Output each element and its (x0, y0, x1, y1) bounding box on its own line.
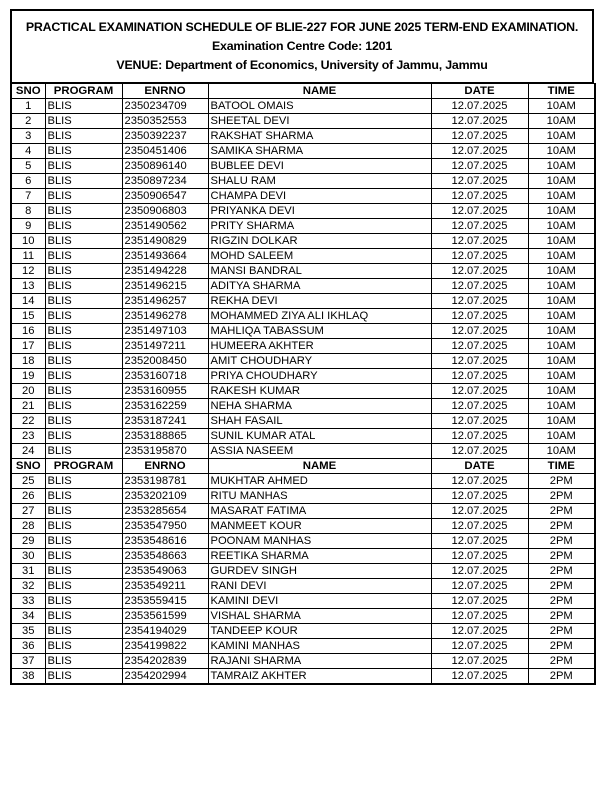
table-row (11, 504, 595, 519)
cell-name: BATOOL OMAIS (208, 99, 431, 114)
cell-program: BLIS (45, 639, 122, 654)
cell-name: RAKESH KUMAR (208, 384, 431, 399)
cell-enrno: 2353548616 (122, 534, 208, 549)
cell-sno: 37 (11, 654, 45, 669)
cell-program: BLIS (45, 519, 122, 534)
cell-time: 10AM (528, 324, 595, 339)
cell-time: 10AM (528, 294, 595, 309)
cell-date: 12.07.2025 (431, 624, 528, 639)
venue: VENUE: Department of Economics, University of Jammu, Jammu (116, 58, 488, 72)
cell-time: 10AM (528, 369, 595, 384)
cell-name: MOHD SALEEM (208, 249, 431, 264)
cell-enrno: 2353160955 (122, 384, 208, 399)
cell-enrno: 2351497211 (122, 339, 208, 354)
cell-program: BLIS (45, 189, 122, 204)
cell-sno: 17 (11, 339, 45, 354)
table-row (11, 384, 595, 399)
table-row (11, 429, 595, 444)
cell-sno: 10 (11, 234, 45, 249)
cell-name: CHAMPA DEVI (208, 189, 431, 204)
cell-name: ADITYA SHARMA (208, 279, 431, 294)
cell-sno: 36 (11, 639, 45, 654)
cell-name: RAJANI SHARMA (208, 654, 431, 669)
cell-date: 12.07.2025 (431, 249, 528, 264)
cell-name: POONAM MANHAS (208, 534, 431, 549)
cell-name: RAKSHAT SHARMA (208, 129, 431, 144)
cell-enrno: 2353202109 (122, 489, 208, 504)
cell-enrno: 2354194029 (122, 624, 208, 639)
cell-enrno: 2351496278 (122, 309, 208, 324)
cell-date: 12.07.2025 (431, 264, 528, 279)
cell-name: ASSIA NASEEM (208, 444, 431, 459)
table-row (11, 534, 595, 549)
cell-sno: 3 (11, 129, 45, 144)
cell-name: SHAH FASAIL (208, 414, 431, 429)
cell-date: 12.07.2025 (431, 669, 528, 685)
cell-program: BLIS (45, 549, 122, 564)
cell-time: 10AM (528, 399, 595, 414)
table-row (11, 279, 595, 294)
cell-time: 10AM (528, 414, 595, 429)
table-row (11, 339, 595, 354)
cell-date: 12.07.2025 (431, 429, 528, 444)
cell-date: 12.07.2025 (431, 384, 528, 399)
table-row (11, 414, 595, 429)
cell-sno: 28 (11, 519, 45, 534)
cell-name: BUBLEE DEVI (208, 159, 431, 174)
cell-time: 10AM (528, 264, 595, 279)
cell-time: 10AM (528, 99, 595, 114)
cell-program: BLIS (45, 234, 122, 249)
cell-enrno: 2351490562 (122, 219, 208, 234)
cell-time: 10AM (528, 234, 595, 249)
cell-time: 10AM (528, 144, 595, 159)
cell-enrno: 2351493664 (122, 249, 208, 264)
cell-sno: 12 (11, 264, 45, 279)
cell-enrno: 2350897234 (122, 174, 208, 189)
table-row (11, 369, 595, 384)
cell-date: 12.07.2025 (431, 339, 528, 354)
cell-enrno: 2354202839 (122, 654, 208, 669)
cell-program: BLIS (45, 594, 122, 609)
schedule-table-body (11, 84, 595, 685)
cell-program: BLIS (45, 264, 122, 279)
table-row (11, 129, 595, 144)
cell-sno: 23 (11, 429, 45, 444)
cell-name: GURDEV SINGH (208, 564, 431, 579)
cell-time: 2PM (528, 654, 595, 669)
cell-name: MUKHTAR AHMED (208, 474, 431, 489)
cell-time: 10AM (528, 219, 595, 234)
cell-program: BLIS (45, 489, 122, 504)
cell-enrno: 2350234709 (122, 99, 208, 114)
cell-program: BLIS (45, 624, 122, 639)
cell-enrno: 2350392237 (122, 129, 208, 144)
cell-name: AMIT CHOUDHARY (208, 354, 431, 369)
cell-sno: 30 (11, 549, 45, 564)
cell-program: BLIS (45, 444, 122, 459)
table-row (11, 294, 595, 309)
cell-name: REKHA DEVI (208, 294, 431, 309)
cell-name: RANI DEVI (208, 579, 431, 594)
cell-time: 2PM (528, 639, 595, 654)
cell-sno: 25 (11, 474, 45, 489)
cell-time: 2PM (528, 609, 595, 624)
cell-enrno: 2351496215 (122, 279, 208, 294)
cell-program: BLIS (45, 114, 122, 129)
cell-date: 12.07.2025 (431, 564, 528, 579)
table-header-row (11, 84, 595, 99)
cell-program: BLIS (45, 369, 122, 384)
table-row (11, 654, 595, 669)
cell-program: BLIS (45, 129, 122, 144)
column-header-enrno: ENRNO (122, 459, 208, 474)
cell-name: PRIYA CHOUDHARY (208, 369, 431, 384)
cell-name: MASARAT FATIMA (208, 504, 431, 519)
cell-enrno: 2353160718 (122, 369, 208, 384)
cell-time: 2PM (528, 534, 595, 549)
cell-time: 10AM (528, 174, 595, 189)
cell-sno: 15 (11, 309, 45, 324)
cell-name: KAMINI DEVI (208, 594, 431, 609)
cell-program: BLIS (45, 564, 122, 579)
cell-program: BLIS (45, 429, 122, 444)
cell-enrno: 2353187241 (122, 414, 208, 429)
cell-program: BLIS (45, 579, 122, 594)
cell-sno: 29 (11, 534, 45, 549)
cell-program: BLIS (45, 339, 122, 354)
table-row (11, 669, 595, 685)
table-row (11, 99, 595, 114)
schedule-document (10, 9, 594, 685)
cell-time: 10AM (528, 159, 595, 174)
cell-date: 12.07.2025 (431, 504, 528, 519)
cell-program: BLIS (45, 279, 122, 294)
table-row (11, 444, 595, 459)
table-row (11, 189, 595, 204)
cell-enrno: 2353198781 (122, 474, 208, 489)
cell-time: 2PM (528, 594, 595, 609)
cell-time: 2PM (528, 669, 595, 685)
column-header-date: DATE (431, 84, 528, 99)
cell-enrno: 2354199822 (122, 639, 208, 654)
cell-date: 12.07.2025 (431, 324, 528, 339)
cell-sno: 18 (11, 354, 45, 369)
cell-date: 12.07.2025 (431, 534, 528, 549)
cell-enrno: 2353162259 (122, 399, 208, 414)
cell-sno: 1 (11, 99, 45, 114)
table-row (11, 609, 595, 624)
cell-sno: 2 (11, 114, 45, 129)
cell-time: 2PM (528, 489, 595, 504)
centre-code: Examination Centre Code: 1201 (211, 39, 393, 53)
cell-enrno: 2353195870 (122, 444, 208, 459)
table-row (11, 174, 595, 189)
cell-program: BLIS (45, 99, 122, 114)
cell-name: NEHA SHARMA (208, 399, 431, 414)
cell-sno: 35 (11, 624, 45, 639)
cell-sno: 9 (11, 219, 45, 234)
cell-time: 2PM (528, 474, 595, 489)
cell-program: BLIS (45, 399, 122, 414)
cell-sno: 24 (11, 444, 45, 459)
cell-program: BLIS (45, 324, 122, 339)
cell-enrno: 2353559415 (122, 594, 208, 609)
cell-name: REETIKA SHARMA (208, 549, 431, 564)
table-row (11, 234, 595, 249)
cell-sno: 26 (11, 489, 45, 504)
cell-date: 12.07.2025 (431, 204, 528, 219)
cell-sno: 4 (11, 144, 45, 159)
table-row (11, 114, 595, 129)
cell-name: SHEETAL DEVI (208, 114, 431, 129)
cell-program: BLIS (45, 504, 122, 519)
cell-program: BLIS (45, 159, 122, 174)
cell-date: 12.07.2025 (431, 219, 528, 234)
cell-program: BLIS (45, 174, 122, 189)
cell-date: 12.07.2025 (431, 309, 528, 324)
cell-program: BLIS (45, 309, 122, 324)
cell-date: 12.07.2025 (431, 144, 528, 159)
cell-name: TAMRAIZ AKHTER (208, 669, 431, 685)
cell-name: KAMINI MANHAS (208, 639, 431, 654)
cell-time: 10AM (528, 354, 595, 369)
table-row (11, 474, 595, 489)
cell-program: BLIS (45, 294, 122, 309)
cell-sno: 19 (11, 369, 45, 384)
cell-date: 12.07.2025 (431, 414, 528, 429)
table-row (11, 624, 595, 639)
cell-time: 10AM (528, 339, 595, 354)
cell-sno: 31 (11, 564, 45, 579)
cell-enrno: 2351490829 (122, 234, 208, 249)
cell-enrno: 2351497103 (122, 324, 208, 339)
cell-date: 12.07.2025 (431, 594, 528, 609)
cell-date: 12.07.2025 (431, 474, 528, 489)
cell-sno: 21 (11, 399, 45, 414)
cell-sno: 11 (11, 249, 45, 264)
cell-time: 10AM (528, 384, 595, 399)
cell-enrno: 2353547950 (122, 519, 208, 534)
cell-program: BLIS (45, 414, 122, 429)
cell-date: 12.07.2025 (431, 369, 528, 384)
table-row (11, 324, 595, 339)
table-row (11, 594, 595, 609)
cell-date: 12.07.2025 (431, 99, 528, 114)
column-header-time: TIME (528, 459, 595, 474)
cell-name: SAMIKA SHARMA (208, 144, 431, 159)
table-row (11, 519, 595, 534)
cell-program: BLIS (45, 534, 122, 549)
cell-time: 2PM (528, 564, 595, 579)
cell-sno: 22 (11, 414, 45, 429)
column-header-enrno: ENRNO (122, 84, 208, 99)
cell-program: BLIS (45, 654, 122, 669)
table-row (11, 144, 595, 159)
cell-sno: 38 (11, 669, 45, 685)
cell-time: 2PM (528, 504, 595, 519)
cell-name: MAHLIQA TABASSUM (208, 324, 431, 339)
table-row (11, 399, 595, 414)
table-row (11, 264, 595, 279)
column-header-program: PROGRAM (45, 84, 122, 99)
cell-time: 2PM (528, 519, 595, 534)
table-row (11, 219, 595, 234)
cell-sno: 6 (11, 174, 45, 189)
document-title: PRACTICAL EXAMINATION SCHEDULE OF BLIE-227 FOR JUNE 2025 TERM-END EXAMINATION. (25, 20, 579, 34)
column-header-date: DATE (431, 459, 528, 474)
table-row (11, 639, 595, 654)
cell-date: 12.07.2025 (431, 234, 528, 249)
table-row (11, 564, 595, 579)
column-header-name: NAME (208, 459, 431, 474)
cell-program: BLIS (45, 609, 122, 624)
cell-enrno: 2353561599 (122, 609, 208, 624)
cell-sno: 27 (11, 504, 45, 519)
cell-enrno: 2350896140 (122, 159, 208, 174)
cell-enrno: 2351496257 (122, 294, 208, 309)
cell-time: 10AM (528, 204, 595, 219)
cell-enrno: 2353549211 (122, 579, 208, 594)
cell-date: 12.07.2025 (431, 444, 528, 459)
table-row (11, 159, 595, 174)
cell-enrno: 2351494228 (122, 264, 208, 279)
table-row (11, 489, 595, 504)
cell-sno: 34 (11, 609, 45, 624)
cell-enrno: 2350906803 (122, 204, 208, 219)
cell-name: MANSI BANDRAL (208, 264, 431, 279)
cell-program: BLIS (45, 219, 122, 234)
cell-program: BLIS (45, 384, 122, 399)
cell-name: SHALU RAM (208, 174, 431, 189)
cell-name: TANDEEP KOUR (208, 624, 431, 639)
cell-time: 10AM (528, 309, 595, 324)
cell-date: 12.07.2025 (431, 294, 528, 309)
cell-date: 12.07.2025 (431, 159, 528, 174)
cell-name: RITU MANHAS (208, 489, 431, 504)
cell-enrno: 2353549063 (122, 564, 208, 579)
column-header-time: TIME (528, 84, 595, 99)
cell-sno: 20 (11, 384, 45, 399)
cell-time: 10AM (528, 429, 595, 444)
cell-sno: 33 (11, 594, 45, 609)
table-row (11, 549, 595, 564)
table-row (11, 309, 595, 324)
cell-enrno: 2350451406 (122, 144, 208, 159)
cell-date: 12.07.2025 (431, 609, 528, 624)
cell-time: 10AM (528, 189, 595, 204)
cell-sno: 14 (11, 294, 45, 309)
cell-date: 12.07.2025 (431, 354, 528, 369)
cell-enrno: 2350352553 (122, 114, 208, 129)
cell-program: BLIS (45, 669, 122, 685)
cell-time: 2PM (528, 624, 595, 639)
cell-enrno: 2353548663 (122, 549, 208, 564)
cell-sno: 7 (11, 189, 45, 204)
table-row (11, 249, 595, 264)
cell-date: 12.07.2025 (431, 639, 528, 654)
table-row (11, 579, 595, 594)
table-row (11, 204, 595, 219)
cell-date: 12.07.2025 (431, 399, 528, 414)
cell-enrno: 2352008450 (122, 354, 208, 369)
cell-date: 12.07.2025 (431, 129, 528, 144)
cell-time: 2PM (528, 549, 595, 564)
cell-sno: 16 (11, 324, 45, 339)
cell-time: 10AM (528, 279, 595, 294)
column-header-name: NAME (208, 84, 431, 99)
cell-time: 10AM (528, 249, 595, 264)
title-block (10, 9, 594, 83)
cell-enrno: 2350906547 (122, 189, 208, 204)
cell-sno: 8 (11, 204, 45, 219)
cell-date: 12.07.2025 (431, 174, 528, 189)
cell-sno: 13 (11, 279, 45, 294)
cell-date: 12.07.2025 (431, 579, 528, 594)
cell-date: 12.07.2025 (431, 549, 528, 564)
cell-name: PRIYANKA DEVI (208, 204, 431, 219)
cell-program: BLIS (45, 474, 122, 489)
cell-name: MOHAMMED ZIYA ALI IKHLAQ (208, 309, 431, 324)
cell-sno: 32 (11, 579, 45, 594)
cell-name: RIGZIN DOLKAR (208, 234, 431, 249)
cell-date: 12.07.2025 (431, 489, 528, 504)
cell-name: MANMEET KOUR (208, 519, 431, 534)
cell-time: 10AM (528, 444, 595, 459)
cell-date: 12.07.2025 (431, 519, 528, 534)
cell-sno: 5 (11, 159, 45, 174)
cell-program: BLIS (45, 354, 122, 369)
cell-time: 10AM (528, 114, 595, 129)
column-header-program: PROGRAM (45, 459, 122, 474)
table-header-row (11, 459, 595, 474)
cell-date: 12.07.2025 (431, 189, 528, 204)
cell-time: 10AM (528, 129, 595, 144)
cell-enrno: 2354202994 (122, 669, 208, 685)
cell-date: 12.07.2025 (431, 654, 528, 669)
cell-name: HUMEERA AKHTER (208, 339, 431, 354)
cell-time: 2PM (528, 579, 595, 594)
cell-program: BLIS (45, 249, 122, 264)
cell-program: BLIS (45, 144, 122, 159)
schedule-table (10, 83, 596, 685)
cell-date: 12.07.2025 (431, 279, 528, 294)
cell-name: PRITY SHARMA (208, 219, 431, 234)
cell-enrno: 2353188865 (122, 429, 208, 444)
cell-name: SUNIL KUMAR ATAL (208, 429, 431, 444)
table-row (11, 354, 595, 369)
cell-date: 12.07.2025 (431, 114, 528, 129)
cell-enrno: 2353285654 (122, 504, 208, 519)
column-header-sno: SNO (11, 459, 45, 474)
column-header-sno: SNO (11, 84, 45, 99)
cell-name: VISHAL SHARMA (208, 609, 431, 624)
cell-program: BLIS (45, 204, 122, 219)
